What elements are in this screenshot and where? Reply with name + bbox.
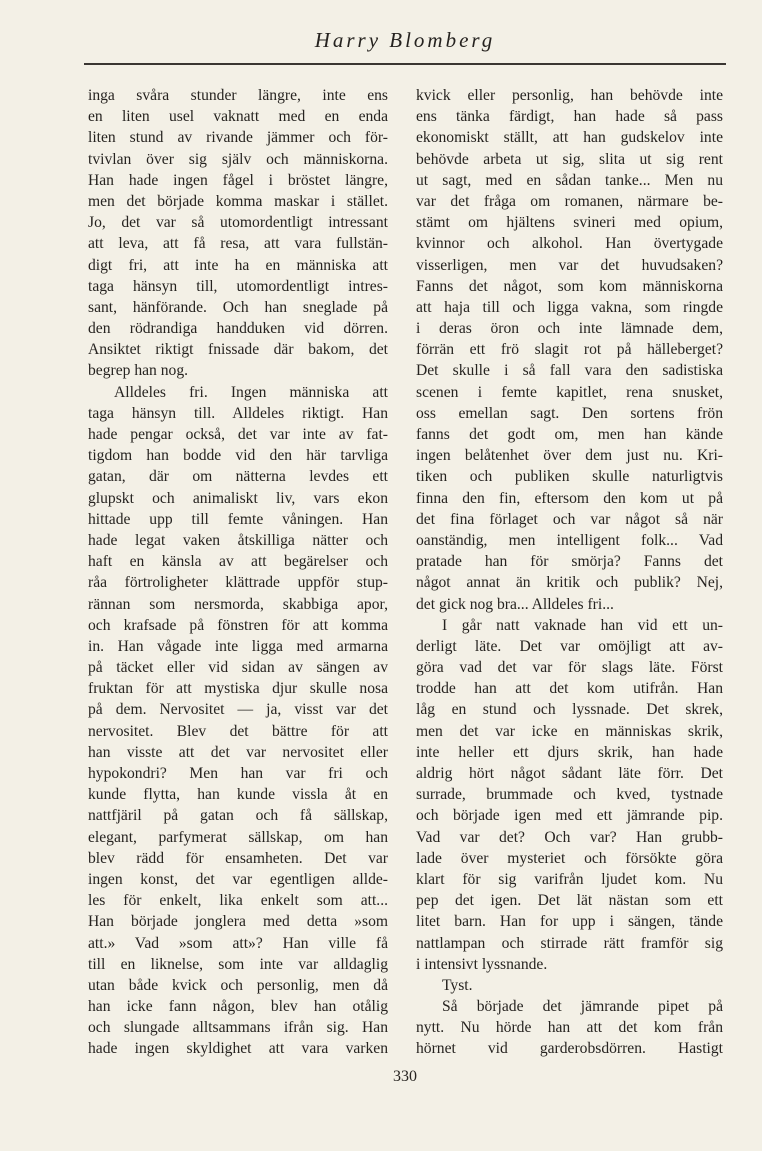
text-line: oanständig, men intelligent folk... Vad [416,531,723,549]
text-line: men det började komma maskar i stället. [88,192,388,210]
text-line: kvinnor och alkohol. Han övertygade [416,235,723,253]
text-line: tvivlan över sig själv och människorna. [88,150,388,168]
text-line: Han började jonglera med detta »som [88,913,388,931]
text-line: hörnet vid garderobsdörren. Hastigt [416,1040,723,1058]
right-column [416,85,723,1060]
text-line: på dem. Nervositet — ja, visst var det [88,701,388,719]
text-line: hypokondri? Men han var fri och [88,765,388,782]
text-line: glupskt och animaliskt liv, vars ekon [88,489,388,507]
text-line: en liten usel vaknatt med en enda [88,108,388,126]
page-number: 330 [393,1068,417,1085]
text-line: taga hänsyn till, utomordentligt intres- [88,277,388,295]
text-line: hade pengar också, det var inte av fat- [88,426,388,443]
text-line: inte heller ett djurs skrik, han hade [416,743,723,761]
text-line: Det skulle i så fall vara den sadistiska [416,362,723,380]
text-line: han visste att det var nervositet eller [88,743,388,761]
text-line: visserligen, men var det huvudsaken? [416,256,723,274]
text-line: trodde han att det kom utifrån. Han [416,680,723,698]
text-line: pratade han för smörja? Fanns det [416,553,723,571]
text-line: Vad var det? Och var? Han grubb- [416,828,723,846]
text-line: i intensivt lyssnande. [416,955,548,973]
text-line: stämt om hjältens svineri med opium, [416,214,723,232]
text-line: var det fråga om romanen, närmare be- [416,192,723,210]
text-line: men det var icke en människas skrik, [416,722,723,740]
text-line: göra vad det var för slags läte. Först [416,659,723,677]
text-line: hittade upp till femte våningen. Han [88,510,388,528]
text-line: Alldeles fri. Ingen människa att [114,383,388,401]
text-line: utan både kvick och personlig, men då [88,976,388,994]
text-line: oss emellan sagt. Den sortens frön [416,404,723,422]
text-line: tigdom han bodde vid den här tarvliga [88,447,388,465]
text-line: sant, hänförande. Och han sneglade på [88,298,388,316]
text-line: surrade, brummade och kved, tystnade [416,786,723,804]
text-line: och krafsade på fönstren för att komma [88,616,388,634]
text-line: låg en stund och lyssnade. Det skrek, [416,701,723,719]
text-line: fruktan för att mystiska djur skulle nosa [88,680,388,698]
header-rule [84,63,726,65]
text-line: scenen i femte kapitlet, rena snusket, [416,383,723,401]
text-line: förrän ett frö slagit rot på hälleberget? [416,341,723,359]
text-line: Tyst. [442,976,473,994]
text-line: något annat än kritik och publik? Nej, [416,574,723,592]
text-line: lade över mysteriet och försökte göra [416,849,723,867]
text-line: att haja till och ligga vakna, som ringde [416,298,723,316]
text-line: klart för sig varifrån ljudet kom. Nu [416,870,723,888]
text-line: Han hade ingen fågel i bröstet längre, [88,171,388,189]
running-header: Harry Blomberg [314,28,496,52]
text-line: och slungade alltsammans ifrån sig. Han [88,1019,388,1037]
text-line: nervositet. Blev det bättre för att [88,722,388,740]
text-line: ekonomiskt ställt, att han gudskelov inte [416,129,723,147]
text-line: litet barn. Han for upp i sängen, tände [416,913,723,931]
text-line: ingen konst, det var egentligen allde- [88,870,388,888]
text-line: till en liknelse, som inte var alldaglig [88,955,388,973]
text-line: nytt. Nu hörde han att det kom från [416,1019,723,1037]
text-line: att leva, att få resa, att vara fullstän- [88,235,388,253]
text-line: det gick nog bra... Alldeles fri... [416,595,614,613]
text-line: haft en känsla av att begärelser och [88,553,388,571]
text-line: in. Han vågade inte ligga med armarna [88,637,388,655]
text-line: I går natt vaknade han vid ett un- [442,616,723,634]
text-line: i deras öron och inte lämnade dem, [416,320,723,338]
text-line: derligt läte. Det var omöjligt att av- [416,637,723,655]
text-line: och började igen med ett jämrande pip. [416,807,723,825]
text-line: ens tänka färdigt, han hade så pass [416,108,723,126]
text-line: fanns det godt om, men han kände [416,426,723,443]
text-line: hade legat vaken åtskilliga nätter och [88,531,388,549]
text-line: kvick eller personlig, han behövde inte [416,87,723,104]
text-line: Så började det jämrande pipet på [442,998,723,1016]
text-line: finna den fin, eftersom den kom ut på [416,489,723,507]
text-line: Ansiktet riktigt fnissade där bakom, det [88,341,388,359]
text-line: les för enkelt, lika enkelt som att... [88,892,388,910]
text-line: Fanns det något, som kom människorna [416,277,723,295]
text-line: det fina förlaget och var något så när [416,510,723,528]
text-line: Jo, det var så utomordentligt intressant [88,214,388,232]
text-line: taga hänsyn till. Alldeles riktigt. Han [88,404,388,422]
text-line: gatan, där om nätterna levdes ett [88,468,388,486]
text-line: elegant, parfymerat sällskap, om han [88,828,388,846]
text-line: att.» Vad »som att»? Han ville få [88,934,388,952]
text-line: ingen belåtenhet över dem just nu. Kri- [416,447,723,465]
text-line: hade ingen skyldighet att vara varken [88,1040,388,1058]
text-line: kunde flytta, han kunde vissla åt en [88,786,388,804]
text-line: rännan som nersmorda, skabbiga apor, [88,595,388,613]
text-line: begrep han nog. [88,362,189,380]
text-line: liten stund av rivande jämmer och för- [88,129,388,147]
text-line: aldrig hört något sådant läte förr. Det [416,765,723,782]
left-column [88,85,388,1060]
text-line: på täcket eller vid sidan av sängen av [88,659,388,677]
text-line: tiken och publiken skulle naturligtvis [416,468,723,486]
text-line: pep det igen. Det lät nästan som ett [416,892,723,910]
text-line: inga svåra stunder längre, inte ens [88,87,388,104]
text-line: han icke fann någon, blev han otålig [88,998,388,1016]
text-line: behövde arbeta ut sig, slita ut sig rent [416,150,723,168]
text-line: digt fri, att inte ha en människa att [88,256,388,274]
text-line: ut sagt, med en sådan tanke... Men nu [416,171,723,189]
text-line: råa förtroligheter klättrade uppför stup- [88,574,388,592]
text-line: den rödrandiga handduken vid dörren. [88,320,388,338]
text-line: nattfjäril på gatan och få sällskap, [88,807,388,825]
text-line: nattlampan och stirrade rätt framför sig [416,934,723,952]
text-line: blev rädd för ensamheten. Det var [88,849,388,867]
